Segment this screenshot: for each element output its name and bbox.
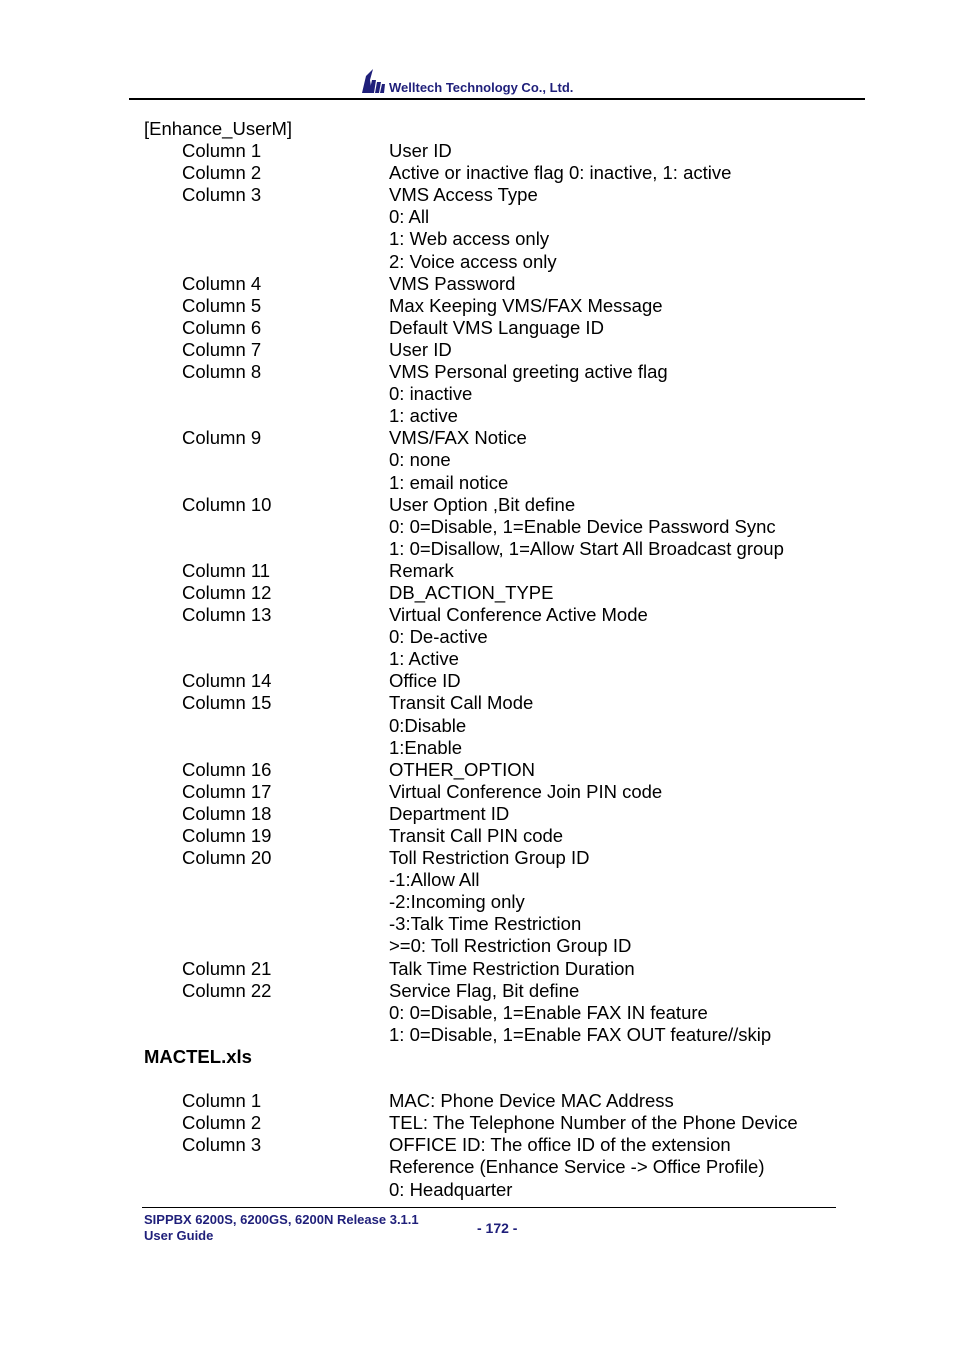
- column-label: Column 3: [182, 1134, 262, 1156]
- table-row: [144, 980, 844, 1002]
- table-row: [144, 251, 844, 273]
- column-label: Column 1: [182, 1090, 262, 1112]
- table-row: [144, 538, 844, 560]
- table-row: [144, 626, 844, 648]
- column-description: Department ID: [389, 802, 510, 824]
- column-description: 1: 0=Disable, 1=Enable FAX OUT feature//skip: [389, 1023, 772, 1045]
- column-description: 1: 0=Disallow, 1=Allow Start All Broadcast group: [389, 537, 784, 559]
- column-description: 1: Active: [389, 648, 459, 670]
- blank-line: [144, 1068, 844, 1090]
- column-description: Transit Call PIN code: [389, 825, 564, 846]
- column-label: Column 16: [182, 758, 272, 780]
- table-row: [144, 825, 844, 847]
- column-description: 0: 0=Disable, 1=Enable FAX IN feature: [389, 1001, 708, 1023]
- column-description: 2: Voice access only: [389, 250, 557, 272]
- column-label: Column 9: [182, 427, 262, 449]
- column-description: -1:Allow All: [389, 869, 480, 891]
- column-label: Column 17: [182, 780, 272, 802]
- column-description: OTHER_OPTION: [389, 758, 535, 780]
- column-label: Column 6: [182, 316, 262, 338]
- table-row: [144, 715, 844, 737]
- table-row: [144, 140, 844, 162]
- table-row: [144, 1002, 844, 1024]
- table-row: [144, 604, 844, 626]
- section-title: [Enhance_UserM]: [144, 118, 293, 139]
- column-description: 0: none: [389, 449, 451, 471]
- footer-product-line: SIPPBX 6200S, 6200GS, 6200N Release 3.1.1: [144, 1212, 419, 1227]
- table-row: [144, 803, 844, 825]
- column-description: 0: Headquarter: [389, 1178, 513, 1200]
- table-row: [144, 383, 844, 405]
- page-footer: [142, 1207, 836, 1248]
- footer-guide-line: User Guide: [144, 1228, 214, 1243]
- column-description: VMS Password: [389, 272, 516, 294]
- column-label: Column 10: [182, 493, 272, 515]
- table-row: [144, 759, 844, 781]
- table-row: [144, 317, 844, 339]
- column-description: Talk Time Restriction Duration: [389, 957, 635, 979]
- table-row: [144, 1090, 844, 1112]
- table-row: [144, 935, 844, 957]
- column-label: Column 7: [182, 338, 262, 360]
- column-description: Office ID: [389, 670, 461, 692]
- column-label: Column 21: [182, 957, 272, 979]
- table-row: [144, 295, 844, 317]
- table-row: [144, 449, 844, 471]
- column-label: Column 20: [182, 847, 272, 869]
- column-description: OFFICE ID: The office ID of the extension: [389, 1134, 731, 1156]
- column-description: -2:Incoming only: [389, 891, 525, 913]
- column-description: VMS/FAX Notice: [389, 427, 527, 449]
- column-description: Virtual Conference Join PIN code: [389, 780, 663, 802]
- table-row: [144, 648, 844, 670]
- column-description: Max Keeping VMS/FAX Message: [389, 294, 663, 316]
- table-row: [144, 516, 844, 538]
- column-description: -3:Talk Time Restriction: [389, 913, 582, 935]
- table-row: [144, 560, 844, 582]
- table-row: [144, 472, 844, 494]
- column-description: >=0: Toll Restriction Group ID: [389, 935, 632, 957]
- column-label: Column 11: [182, 559, 271, 581]
- column-description: User Option ,Bit define: [389, 493, 576, 515]
- column-label: Column 2: [182, 162, 262, 184]
- column-description: DB_ACTION_TYPE: [389, 581, 554, 603]
- table-row: [144, 847, 844, 869]
- page-number: - 172 -: [477, 1220, 518, 1236]
- table-row: [144, 184, 844, 206]
- column-description: Reference (Enhance Service -> Office Profile): [389, 1156, 765, 1178]
- footer-product: [144, 1212, 419, 1244]
- column-description: User ID: [389, 140, 452, 162]
- table-row: [144, 891, 844, 913]
- column-description: Toll Restriction Group ID: [389, 847, 590, 869]
- column-description: User ID: [389, 338, 452, 360]
- table-row: [144, 494, 844, 516]
- column-label: Column 1: [182, 140, 262, 162]
- table-row: [144, 737, 844, 759]
- table-row: [144, 670, 844, 692]
- table-row: [144, 913, 844, 935]
- table-row: [144, 1156, 844, 1178]
- table-row: [144, 1134, 844, 1156]
- column-label: Column 3: [182, 184, 262, 206]
- table-row: [144, 1179, 844, 1201]
- column-label: Column 12: [182, 581, 272, 603]
- column-label: Column 4: [182, 272, 262, 294]
- column-description: 1: Web access only: [389, 228, 550, 250]
- page-header: [129, 66, 865, 100]
- column-description: 0:Disable: [389, 714, 467, 736]
- table-row: [144, 162, 844, 184]
- table-row: [144, 427, 844, 449]
- welltech-logo-icon: [360, 68, 386, 94]
- column-label: Column 15: [182, 692, 272, 714]
- table-row: [144, 361, 844, 383]
- column-description: 1:Enable: [389, 736, 463, 758]
- section-title-line: [144, 1046, 844, 1068]
- table-row: [144, 869, 844, 891]
- column-description: 0: inactive: [389, 383, 473, 405]
- column-label: Column 22: [182, 979, 272, 1001]
- table-row: [144, 692, 844, 714]
- table-row: [144, 405, 844, 427]
- column-description: TEL: The Telephone Number of the Phone Device: [389, 1112, 798, 1134]
- table-row: [144, 228, 844, 250]
- column-description: Remark: [389, 559, 454, 581]
- column-description: MAC: Phone Device MAC Address: [389, 1090, 674, 1112]
- column-label: Column 5: [182, 294, 262, 316]
- section-title: MACTEL.xls: [144, 1045, 252, 1067]
- column-description: 1: active: [389, 405, 458, 427]
- column-description: Transit Call Mode: [389, 692, 534, 714]
- column-label: Column 18: [182, 802, 272, 824]
- column-label: Column 8: [182, 361, 262, 383]
- column-label: Column 14: [182, 670, 272, 692]
- column-description: Virtual Conference Active Mode: [389, 604, 648, 626]
- column-label: Column 19: [182, 825, 272, 846]
- column-description: VMS Personal greeting active flag: [389, 361, 668, 383]
- column-description: Default VMS Language ID: [389, 316, 604, 338]
- column-description: Active or inactive flag 0: inactive, 1: active: [389, 162, 732, 184]
- table-row: [144, 206, 844, 228]
- table-row: [144, 273, 844, 295]
- column-description: 1: email notice: [389, 471, 509, 493]
- company-name: Welltech Technology Co., Ltd.: [389, 80, 574, 95]
- column-description: Service Flag, Bit define: [389, 979, 580, 1001]
- column-label: Column 13: [182, 604, 272, 626]
- table-row: [144, 958, 844, 980]
- section-title-line: [144, 118, 844, 140]
- document-body: [144, 118, 844, 1201]
- table-row: [144, 339, 844, 361]
- table-row: [144, 781, 844, 803]
- column-label: Column 2: [182, 1112, 262, 1134]
- column-description: 0: De-active: [389, 626, 488, 648]
- column-description: 0: 0=Disable, 1=Enable Device Password Sync: [389, 515, 776, 537]
- table-row: [144, 1024, 844, 1046]
- table-row: [144, 582, 844, 604]
- column-description: VMS Access Type: [389, 184, 538, 206]
- column-description: 0: All: [389, 206, 430, 228]
- table-row: [144, 1112, 844, 1134]
